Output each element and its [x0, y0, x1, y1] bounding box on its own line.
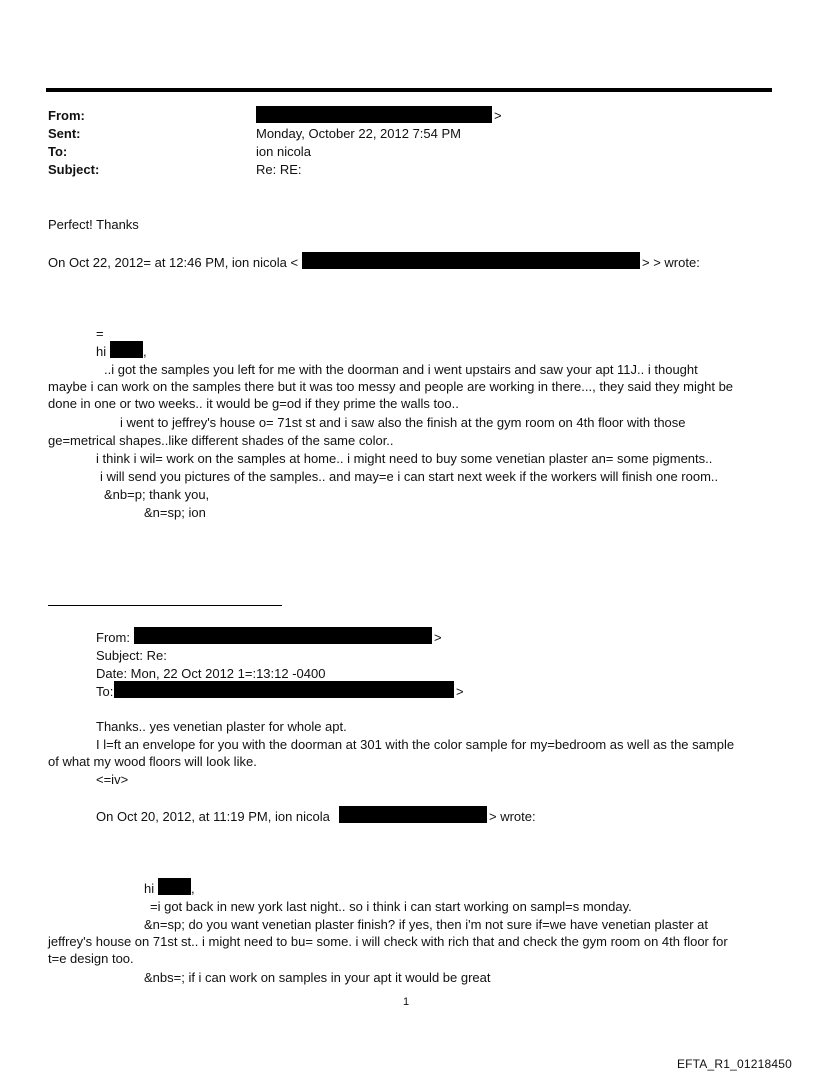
para1-line2: maybe i can work on the samples there but it was too messy and people are working in there..., they said they might be — [48, 379, 734, 394]
para4: i will send you pictures of the samples.. and may=e i can start next week if the workers will finish one room.. — [100, 469, 719, 484]
inner2-line4: t=e design too. — [48, 951, 134, 966]
inner-to-label: To: — [96, 684, 114, 699]
equals-line: = — [96, 326, 104, 341]
inner-text2-line1: I l=ft an envelope for you with the doorman at 301 with the color sample for my=bedroom as well as the sample — [96, 737, 735, 752]
inner2-line2: &n=sp; do you want venetian plaster finish? if yes, then i'm not sure if=we have venetian plaster at — [144, 917, 708, 932]
quote-intro-prefix: On Oct 22, 2012= at 12:46 PM, ion nicola < — [48, 255, 299, 270]
sent-value: Monday, October 22, 2012 7:54 PM — [256, 126, 461, 141]
greeting-hi: hi — [96, 344, 107, 359]
redaction-inner-to — [114, 681, 454, 698]
inner-text1: Thanks.. yes venetian plaster for whole apt. — [96, 719, 347, 734]
inner-from-label: From: — [96, 630, 130, 645]
subject-value: Re: RE: — [256, 162, 302, 177]
greeting-comma: , — [143, 344, 147, 359]
para6: &n=sp; ion — [144, 505, 206, 520]
separator-line — [48, 605, 282, 606]
from-suffix: > — [494, 108, 502, 123]
page-number: 1 — [403, 996, 410, 1008]
inner2-hi-comma: , — [191, 881, 195, 896]
reply-text: Perfect! Thanks — [48, 217, 139, 232]
para2-line2: ge=metrical shapes..like different shades of the same color.. — [48, 433, 394, 448]
para5: &nb=p; thank you, — [104, 487, 210, 502]
redaction-inner-from — [134, 627, 432, 644]
to-value: ion nicola — [256, 144, 311, 159]
inner-text2-line2: of what my wood floors will look like. — [48, 754, 257, 769]
inner-date: Date: Mon, 22 Oct 2012 1=:13:12 -0400 — [96, 666, 326, 681]
inner-intro-prefix: On Oct 20, 2012, at 11:19 PM, ion nicola — [96, 809, 330, 824]
redaction-email — [302, 252, 640, 269]
inner2-hi: hi — [144, 881, 155, 896]
inner2-line1: =i got back in new york last night.. so i think i can start working on sampl=s monday. — [150, 899, 632, 914]
quote-intro-suffix: > > wrote: — [642, 255, 700, 270]
inner2-line3: jeffrey's house on 71st st.. i might need to bu= some. i will check with rich that and check the gym room on 4th floor for — [48, 934, 728, 949]
document-id: EFTA_R1_01218450 — [676, 1057, 792, 1071]
inner-subject: Subject: Re: — [96, 648, 167, 663]
sent-label: Sent: — [48, 126, 81, 141]
inner-intro-suffix: > wrote: — [489, 809, 536, 824]
redaction-inner-name — [158, 878, 191, 895]
inner-text3: <=iv> — [96, 772, 129, 787]
subject-label: Subject: — [48, 162, 100, 177]
para1-line1: ..i got the samples you left for me with the doorman and i went upstairs and saw your apt 11J.. i thought — [104, 362, 698, 377]
para2-line1: i went to jeffrey's house o= 71st st and i saw also the finish at the gym room on 4th floor with those — [120, 415, 686, 430]
para1-line3: done in one or two weeks.. it would be g=od if they prime the walls too.. — [48, 396, 459, 411]
redaction-from — [256, 106, 492, 123]
header-rule — [46, 88, 772, 92]
to-label: To: — [48, 144, 68, 159]
inner-from-suffix: > — [434, 630, 442, 645]
redaction-name — [110, 341, 143, 358]
inner2-line5: &nbs=; if i can work on samples in your apt it would be great — [144, 970, 491, 985]
from-label: From: — [48, 108, 85, 123]
inner-to-suffix: > — [456, 684, 464, 699]
para3: i think i wil= work on the samples at home.. i might need to buy some venetian plaster an= some pigments.. — [96, 451, 713, 466]
redaction-inner-email — [339, 806, 487, 823]
